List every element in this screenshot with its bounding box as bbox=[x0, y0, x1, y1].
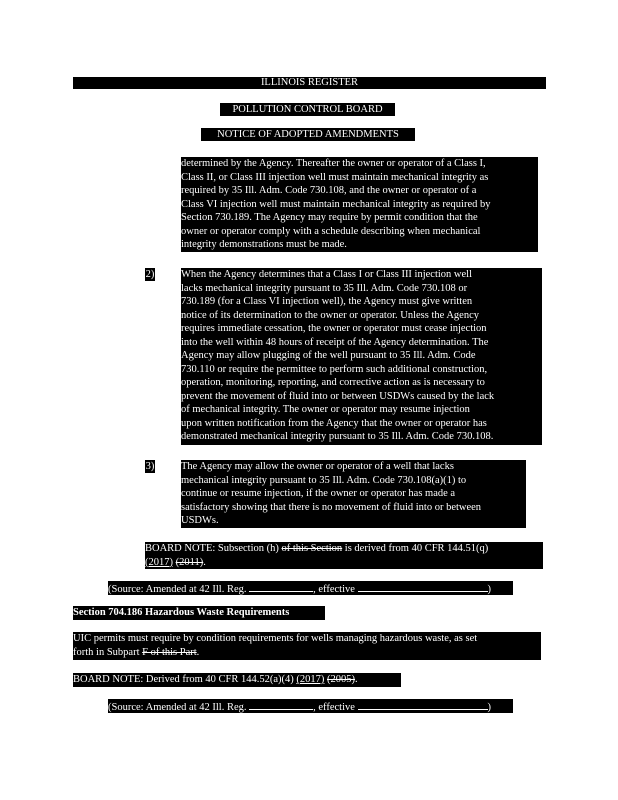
text-line: UIC permits must require by condition requirements for wells managing hazardous waste, as set bbox=[73, 633, 478, 644]
item-number-2: 2) bbox=[145, 269, 155, 280]
blank-field bbox=[249, 699, 313, 710]
paragraph-item-3 bbox=[181, 460, 526, 528]
text-line: satisfactory showing that there is no movement of fluid into or between bbox=[181, 501, 482, 513]
source-amended-2: (Source: Amended at 42 Ill. Reg. , effective ) bbox=[108, 699, 513, 713]
board-note-line-2: (2017) (2011). bbox=[145, 556, 206, 568]
text-line: When the Agency determines that a Class I or Class III injection well bbox=[181, 269, 473, 280]
text-line: demonstrated mechanical integrity pursuant to 35 Ill. Adm. Code 730.108. bbox=[181, 431, 494, 442]
source-amended-1: (Source: Amended at 42 Ill. Reg. , effective ) bbox=[108, 581, 513, 595]
deleted-text: F of this Part bbox=[142, 646, 197, 658]
register-title: ILLINOIS REGISTER bbox=[260, 77, 359, 88]
text-line: owner or operator comply with a schedule describing when mechanical bbox=[181, 225, 481, 237]
text-line: The Agency may allow the owner or operator of a well that lacks bbox=[181, 461, 454, 472]
text-line: Section 730.189. The Agency may require by permit condition that the bbox=[181, 212, 478, 223]
board-note-derived: BOARD NOTE: Derived from 40 CFR 144.52(a)(4) (2017) (2005). bbox=[73, 673, 401, 687]
text-line: Agency may allow plugging of the well pursuant to 35 Ill. Adm. Code bbox=[181, 350, 476, 361]
board-note-subsection-h bbox=[145, 542, 543, 569]
inserted-text: (2017) bbox=[296, 674, 325, 685]
text-line: continue or resume injection, if the owner or operator has made a bbox=[181, 488, 456, 499]
text-line: requires immediate cessation, the owner or operator must cease injection bbox=[181, 323, 487, 334]
deleted-text: of this Section bbox=[281, 543, 343, 554]
text-line: upon written notification from the Agency that the owner or operator has bbox=[181, 417, 487, 429]
blank-field bbox=[249, 581, 313, 592]
text-line: forth in Subpart F of this Part. bbox=[73, 646, 200, 658]
text-line: prevent the movement of fluid into or between USDWs caused by the lack bbox=[181, 390, 495, 402]
blank-field bbox=[358, 699, 488, 710]
blank-field bbox=[358, 581, 488, 592]
inserted-text: (2017) bbox=[145, 556, 173, 568]
text-line: USDWs. bbox=[181, 515, 219, 526]
text-line: lacks mechanical integrity pursuant to 35 Ill. Adm. Code 730.108 or bbox=[181, 282, 468, 294]
text-line: 730.110 or require the permittee to perform such additional construction, bbox=[181, 363, 488, 375]
text-line: Class VI injection well must maintain mechanical integrity as required by bbox=[181, 198, 491, 210]
board-note-line-1: BOARD NOTE: Subsection (h) of this Section is derived from 40 CFR 144.51(q) bbox=[145, 543, 489, 554]
item-number-3: 3) bbox=[145, 461, 155, 472]
section-heading: Section 704.186 Hazardous Waste Requirements bbox=[73, 606, 325, 620]
register-title-bar bbox=[73, 77, 546, 89]
paragraph-uic-permits bbox=[73, 632, 541, 660]
text-line: of mechanical integrity. The owner or operator may resume injection bbox=[181, 404, 470, 415]
text-line: integrity demonstrations must be made. bbox=[181, 239, 347, 250]
notice-title: NOTICE OF ADOPTED AMENDMENTS bbox=[201, 128, 415, 141]
board-title: POLLUTION CONTROL BOARD bbox=[220, 103, 395, 116]
text-line: 730.189 (for a Class VI injection well), the Agency must give written bbox=[181, 296, 473, 307]
deleted-text: (2011) bbox=[175, 556, 204, 568]
text-line: mechanical integrity pursuant to 35 Ill. Adm. Code 730.108(a)(1) to bbox=[181, 474, 467, 486]
text-line: into the well within 48 hours of receipt of the Agency determination. The bbox=[181, 336, 489, 348]
paragraph-mechanical-integrity bbox=[181, 157, 538, 252]
text-line: notice of its determination to the owner or operator. Unless the Agency bbox=[181, 309, 480, 321]
text-line: determined by the Agency. Thereafter the owner or operator of a Class I, bbox=[181, 158, 486, 169]
text-line: Class II, or Class III injection well must maintain mechanical integrity as bbox=[181, 171, 489, 183]
deleted-text: (2005) bbox=[327, 674, 356, 685]
text-line: required by 35 Ill. Adm. Code 730.108, and the owner or operator of a bbox=[181, 185, 477, 196]
paragraph-item-2 bbox=[181, 268, 542, 445]
text-line: operation, monitoring, reporting, and corrective action as is necessary to bbox=[181, 377, 485, 388]
